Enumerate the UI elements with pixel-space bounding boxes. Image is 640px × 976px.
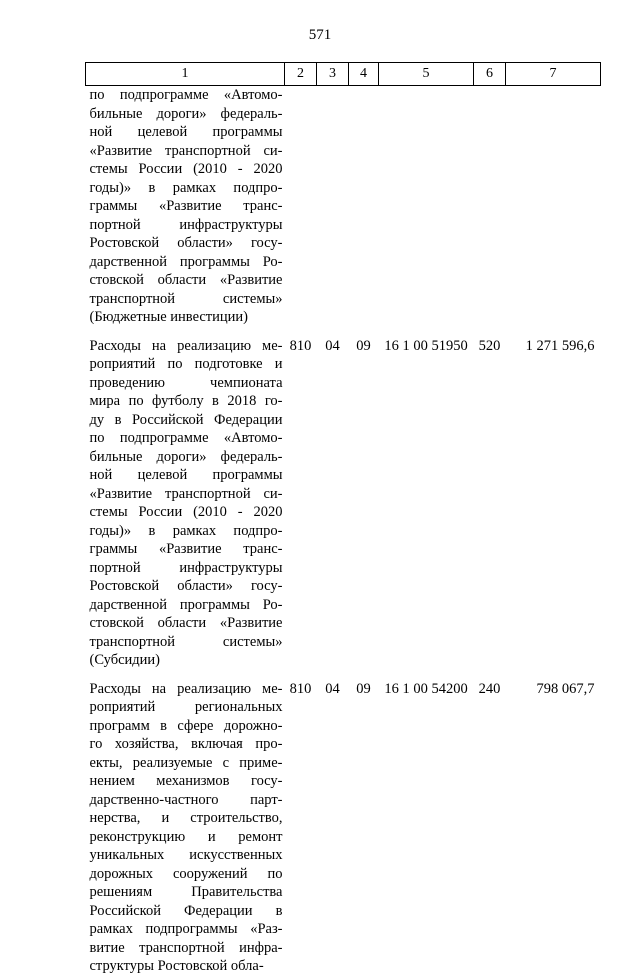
subsection-code xyxy=(349,86,379,327)
amount: 798 067,7 xyxy=(536,680,595,697)
description-line: уникальных искусственных xyxy=(89,847,283,863)
description-line: бильные дороги» федераль- xyxy=(89,448,283,465)
description-line: (Бюджетные инвестиции) xyxy=(89,309,249,325)
amount xyxy=(506,86,601,327)
ministry-code xyxy=(285,86,317,327)
column-header-1: 1 xyxy=(86,63,285,86)
description-line: решениям Правительства xyxy=(89,884,283,900)
description-line: роприятий региональных xyxy=(89,699,283,715)
ministry-code: 810 xyxy=(289,337,312,354)
description-line: дорожных сооружений по xyxy=(89,865,283,882)
description-line: дарственно-частного парт- xyxy=(89,791,283,808)
description-line: стовской области «Развитие xyxy=(89,272,283,288)
description-line: витие транспортной инфра- xyxy=(89,939,283,956)
row-spacer xyxy=(86,670,601,680)
table-row xyxy=(86,337,601,670)
description-line: годы)» в рамках подпро- xyxy=(89,522,283,539)
description-line: стемы России (2010 - 2020 xyxy=(89,504,283,520)
budget-table xyxy=(85,62,601,976)
subsection-code: 09 xyxy=(356,680,371,697)
page-number: 571 xyxy=(308,27,332,43)
section-code xyxy=(317,86,349,327)
table-header-row xyxy=(86,63,601,86)
description-line: Ростовской области» госу- xyxy=(89,235,283,251)
description-line: мира по футболу в 2018 го- xyxy=(89,393,283,409)
row-spacer xyxy=(86,327,601,337)
description-line: портной инфраструктуры xyxy=(89,559,283,576)
description-line: стемы России (2010 - 2020 xyxy=(89,161,283,177)
description-line: портной инфраструктуры xyxy=(89,216,283,233)
section-code: 04 xyxy=(325,337,340,354)
description-line: «Развитие транспортной си- xyxy=(89,485,283,502)
description-line: ной целевой программы xyxy=(89,124,283,140)
description-line: годы)» в рамках подпро- xyxy=(89,179,283,196)
target-article-code: 16 1 00 51950 xyxy=(384,337,468,354)
target-article-code xyxy=(379,86,474,327)
column-header-6: 6 xyxy=(474,63,506,86)
description-line: го хозяйства, включая про- xyxy=(89,736,283,752)
description-line: структуры Ростовской обла- xyxy=(89,958,264,974)
description-line: Расходы на реализацию ме- xyxy=(89,680,283,697)
column-header-2: 2 xyxy=(285,63,317,86)
description-line: екты, реализуемые с приме- xyxy=(89,754,283,771)
expense-type-code xyxy=(474,86,506,327)
description-line: граммы «Развитие транс- xyxy=(89,198,283,214)
row-spacer-cell xyxy=(86,670,601,680)
column-header-5: 5 xyxy=(379,63,474,86)
description-line: транспортной системы» xyxy=(89,290,283,307)
row-description xyxy=(86,337,285,670)
description-line: реконструкцию и ремонт xyxy=(89,828,283,845)
description-line: по подпрограмме «Автомо- xyxy=(89,87,283,103)
description-line: Российской Федерации в xyxy=(89,902,283,919)
description-line: ду в Российской Федерации xyxy=(89,411,283,428)
description-line: Расходы на реализацию ме- xyxy=(89,337,283,354)
description-line: стовской области «Развитие xyxy=(89,615,283,631)
column-header-7: 7 xyxy=(506,63,601,86)
description-line: ной целевой программы xyxy=(89,467,283,483)
description-line: (Субсидии) xyxy=(89,652,160,668)
ministry-code: 810 xyxy=(289,680,312,697)
row-description xyxy=(86,86,285,327)
description-line: дарственной программы Ро- xyxy=(89,596,283,613)
description-line: транспортной системы» xyxy=(89,633,283,650)
description-line: бильные дороги» федераль- xyxy=(89,105,283,122)
description-line: граммы «Развитие транс- xyxy=(89,541,283,557)
description-line: дарственной программы Ро- xyxy=(89,253,283,270)
description-line: «Развитие транспортной си- xyxy=(89,142,283,159)
expense-type-code: 240 xyxy=(478,680,501,697)
description-line: по подпрограмме «Автомо- xyxy=(89,430,283,446)
description-line: Ростовской области» госу- xyxy=(89,578,283,594)
description-line: нерства, и строительство, xyxy=(89,810,283,826)
description-line: рамках подпрограммы «Раз- xyxy=(89,921,283,937)
description-line: нением механизмов госу- xyxy=(89,773,283,789)
description-line: роприятий по подготовке и xyxy=(89,356,283,372)
table-row xyxy=(86,86,601,327)
row-description xyxy=(86,680,285,976)
table-row xyxy=(86,680,601,976)
column-header-3: 3 xyxy=(317,63,349,86)
expense-type-code: 520 xyxy=(478,337,501,354)
amount: 1 271 596,6 xyxy=(525,337,595,354)
subsection-code: 09 xyxy=(356,337,371,354)
column-header-4: 4 xyxy=(349,63,379,86)
table-body xyxy=(86,86,601,976)
description-line: программ в сфере дорожно- xyxy=(89,717,283,734)
row-spacer-cell xyxy=(86,327,601,337)
target-article-code: 16 1 00 54200 xyxy=(384,680,468,697)
section-code: 04 xyxy=(325,680,340,697)
description-line: проведению чемпионата xyxy=(89,374,283,391)
